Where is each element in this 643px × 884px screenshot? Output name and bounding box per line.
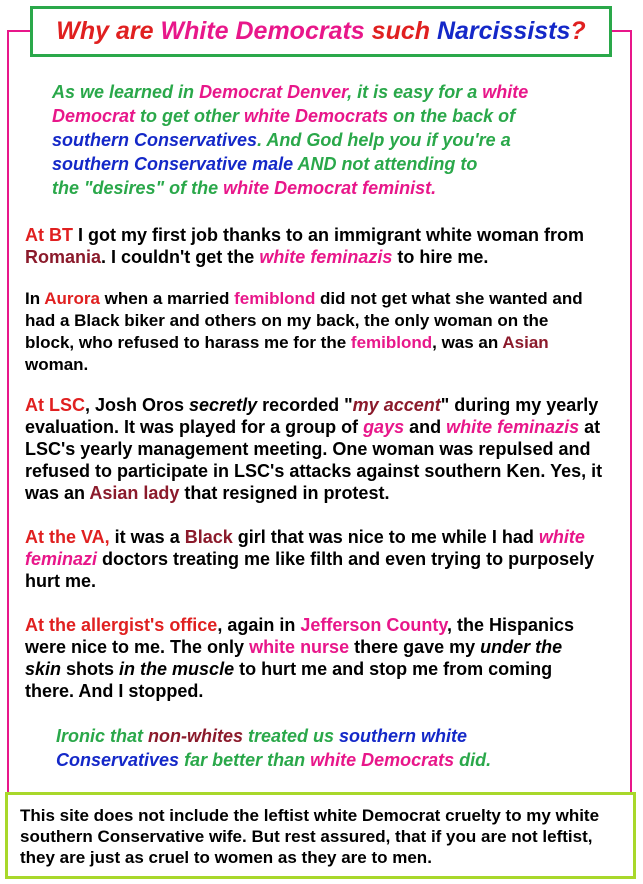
closing-text: far better than bbox=[179, 750, 311, 770]
lead-label: At the VA, bbox=[25, 527, 110, 547]
body-text: woman. bbox=[25, 355, 89, 374]
body-text: In bbox=[25, 289, 45, 308]
paragraph-lsc bbox=[25, 394, 625, 504]
body-text: , was an bbox=[432, 333, 503, 352]
highlight: Romania bbox=[25, 247, 102, 267]
intro-text: the "desires" of the bbox=[52, 178, 224, 198]
body-text: did not get what she wanted and had a Black biker and others on my back, the only woman on the block, who refused to harass me for the bbox=[25, 289, 583, 352]
highlight: white feminazi bbox=[25, 527, 585, 569]
body-text: recorded " bbox=[257, 395, 353, 415]
highlight: femiblond bbox=[350, 333, 433, 352]
page-title bbox=[30, 6, 612, 57]
intro-text: on the back of bbox=[388, 106, 516, 126]
closing-text: did. bbox=[454, 750, 492, 770]
body-text: , the Hispanics were nice to me. The only bbox=[25, 615, 575, 657]
intro-highlight: Democrat Denver bbox=[199, 82, 348, 102]
intro-highlight: white bbox=[482, 82, 529, 102]
highlight: my accent bbox=[352, 395, 441, 415]
body-text: and bbox=[404, 417, 447, 437]
intro-text: . And God help you if you're a bbox=[257, 130, 511, 150]
intro-text: , it is easy for a bbox=[347, 82, 483, 102]
lead-label: At BT bbox=[25, 225, 73, 245]
body-text: , again in bbox=[217, 615, 301, 635]
paragraph-va bbox=[25, 526, 605, 592]
highlight: Aurora bbox=[44, 289, 100, 308]
footer-text: This site does not include the leftist white Democrat cruelty to my white southern Conservative wife. But rest assured, that if you are not leftist, they are just as cruel to women as they are to men. bbox=[20, 806, 600, 867]
closing-highlight: Conservatives bbox=[56, 750, 180, 770]
closing-highlight: white Democrats bbox=[310, 750, 455, 770]
intro-highlight: southern bbox=[52, 154, 130, 174]
highlight: white nurse bbox=[249, 637, 350, 657]
highlight: Black bbox=[184, 527, 233, 547]
title-text-4: Narcissists bbox=[436, 17, 571, 45]
body-text: . I couldn't get the bbox=[101, 247, 260, 267]
body-text: under the skin bbox=[25, 637, 563, 679]
title-text-2: White Democrats bbox=[160, 17, 365, 45]
lead-label: At LSC bbox=[25, 395, 85, 415]
body-text: " during my yearly evaluation. It was played for a group of bbox=[25, 395, 599, 437]
body-text: I got my first job thanks to an immigrant white woman from bbox=[73, 225, 585, 245]
body-text: that resigned in protest. bbox=[179, 483, 390, 503]
highlight: gays bbox=[363, 417, 405, 437]
body-text: , Josh Oros bbox=[85, 395, 190, 415]
body-text: there gave my bbox=[349, 637, 481, 657]
closing-highlight: non-whites bbox=[148, 726, 244, 746]
body-text: secretly bbox=[189, 395, 258, 415]
body-text: it was a bbox=[109, 527, 185, 547]
body-text: girl that was nice to me while I had bbox=[232, 527, 539, 547]
body-text: to hurt me and stop me from coming there. And I stopped. bbox=[25, 659, 553, 701]
body-text: shots bbox=[61, 659, 120, 679]
highlight: Asian bbox=[502, 333, 549, 352]
intro-highlight: white Democrats bbox=[244, 106, 389, 126]
paragraph-aurora bbox=[25, 288, 585, 376]
lead-label: At the allergist's office bbox=[25, 615, 218, 635]
footer-note bbox=[5, 792, 636, 879]
highlight: white feminazis bbox=[446, 417, 580, 437]
highlight: white feminazis bbox=[259, 247, 393, 267]
closing-highlight: southern white bbox=[339, 726, 468, 746]
intro-paragraph bbox=[52, 80, 612, 200]
intro-highlight: white Democrat feminist. bbox=[223, 178, 437, 198]
title-text-3: such bbox=[364, 17, 437, 45]
paragraph-allergist bbox=[25, 614, 585, 702]
body-text: to hire me. bbox=[392, 247, 489, 267]
highlight: femiblond bbox=[234, 289, 316, 308]
closing-paragraph bbox=[56, 724, 616, 772]
closing-text: treated us bbox=[243, 726, 340, 746]
intro-highlight: Conservative male bbox=[129, 154, 294, 174]
body-text: doctors treating me like filth and even trying to purposely hurt me. bbox=[25, 549, 595, 591]
intro-text: AND not attending to bbox=[293, 154, 478, 174]
intro-highlight: southern Conservatives bbox=[52, 130, 258, 150]
intro-highlight: Democrat bbox=[52, 106, 136, 126]
paragraph-bt bbox=[25, 224, 625, 268]
title-text-5: ? bbox=[570, 17, 586, 45]
body-text: at LSC's yearly management meeting. One woman was repulsed and refused to participate in LSC's attacks against southern Ken. Yes, it was an bbox=[25, 417, 603, 503]
body-text: in the muscle bbox=[119, 659, 235, 679]
highlight: Asian lady bbox=[89, 483, 180, 503]
intro-text: to get other bbox=[135, 106, 245, 126]
closing-text: Ironic that bbox=[56, 726, 149, 746]
highlight: Jefferson County bbox=[300, 615, 448, 635]
title-text-1: Why are bbox=[56, 17, 161, 45]
intro-text: As we learned in bbox=[52, 82, 200, 102]
body-text: when a married bbox=[99, 289, 235, 308]
